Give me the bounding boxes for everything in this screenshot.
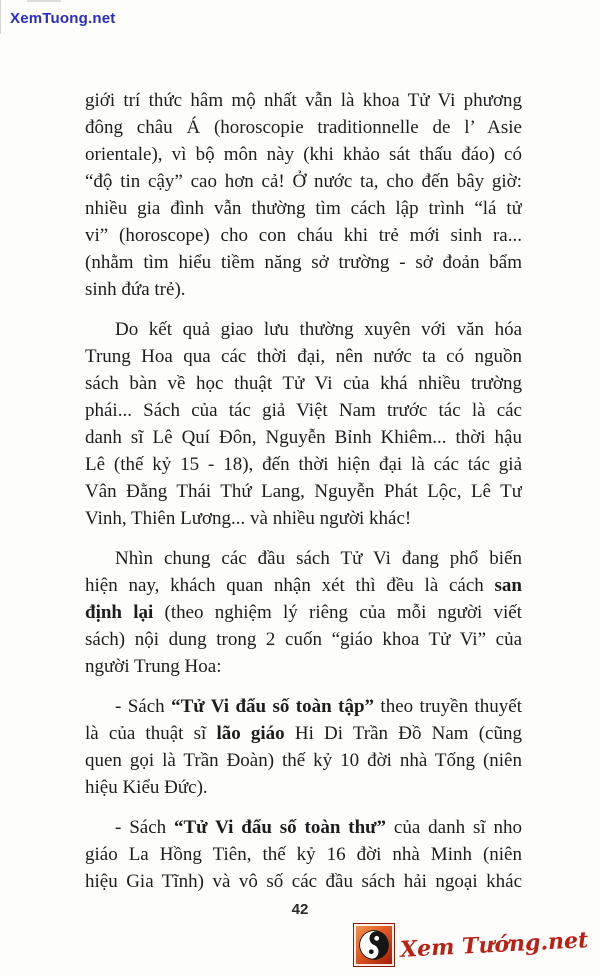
text-line: sách) nội dung trong 2 cuốn “giáo khoa Tử Vi” của — [85, 629, 522, 650]
scan-artifact-line — [27, 0, 61, 2]
text-line: Lê (thế kỷ 15 - 18), đến thời hiện đại là các tác giả — [85, 454, 522, 475]
text-line: hiệu Kiểu Đức). — [85, 777, 208, 798]
text-line: phái... Sách của tác giả Việt Nam trước tác là các — [85, 400, 522, 421]
text-line: đông châu Á (horoscopie traditionnelle de l’ Asie — [85, 117, 522, 138]
text-line: hiện nay, khách quan nhận xét thì đều là cách san — [85, 575, 522, 596]
text-line: định lại (theo nghiệm lý riêng của mỗi người viết — [85, 602, 522, 623]
text-line: orientale), vì bộ môn này (khi khảo sát thấu đáo) có — [85, 144, 522, 165]
page-text-column — [85, 87, 522, 895]
text-line: người Trung Hoa: — [85, 656, 222, 677]
paragraph — [85, 545, 522, 680]
paragraph — [85, 814, 522, 895]
scan-artifact-line — [0, 0, 1, 34]
text-line: giáo La Hồng Tiên, thế kỷ 16 đời nhà Minh (niên — [85, 844, 522, 865]
text-line: (nhằm tìm hiểu tiềm năng sở trường - sở đoản bẩm — [85, 252, 522, 273]
page-number: 42 — [291, 901, 309, 918]
text-line: “độ tin cậy” cao hơn cả! Ở nước ta, cho đến bây giờ: — [85, 171, 522, 192]
text-line: Nhìn chung các đầu sách Tử Vi đang phổ biến — [115, 548, 522, 569]
text-line: giới trí thức hâm mộ nhất vẫn là khoa Tử Vi phương — [85, 90, 522, 111]
text-line: quen gọi là Trần Đoàn) thế kỷ 10 đời nhà Tống (niên — [85, 750, 522, 771]
footer-logo-text: Xem Tướng.net — [399, 927, 589, 963]
yin-yang-icon — [353, 923, 395, 967]
text-line: Vinh, Thiên Lương... và nhiều người khác! — [85, 508, 412, 529]
text-line: sách bàn về học thuật Tử Vi của khá nhiều trường — [85, 373, 522, 394]
text-line: vi” (horoscope) cho con cháu khi trẻ mới sinh ra... — [85, 225, 522, 246]
text-line: sinh đứa trẻ). — [85, 279, 186, 300]
paragraph — [85, 87, 522, 303]
text-line: danh sĩ Lê Quí Đôn, Nguyễn Bỉnh Khiêm... thời hậu — [85, 427, 522, 448]
text-line: Do kết quả giao lưu thường xuyên với văn hóa — [115, 319, 522, 340]
footer-site-logo[interactable] — [353, 923, 588, 967]
paragraph — [85, 693, 522, 801]
header-site-watermark[interactable]: XemTuong.net — [10, 10, 116, 27]
text-line: hiệu Gia Tĩnh) và vô số các đầu sách hải ngoại khác — [85, 871, 522, 892]
text-line: nhiều gia đình vẫn thường tìm cách lập trình “lá tử — [85, 198, 522, 219]
text-line: Vân Đằng Thái Thứ Lang, Nguyễn Phát Lộc, Lê Tư — [85, 481, 522, 502]
text-line: Trung Hoa qua các thời đại, nên nước ta có nguồn — [85, 346, 522, 367]
text-line: - Sách “Tử Vi đẩu số toàn tập” theo truyền thuyết — [115, 696, 522, 717]
text-line: - Sách “Tử Vi đẩu số toàn thư” của danh sĩ nho — [115, 817, 522, 838]
text-line: là của thuật sĩ lão giáo Hi Di Trần Đồ Nam (cũng — [85, 723, 522, 744]
paragraph — [85, 316, 522, 532]
